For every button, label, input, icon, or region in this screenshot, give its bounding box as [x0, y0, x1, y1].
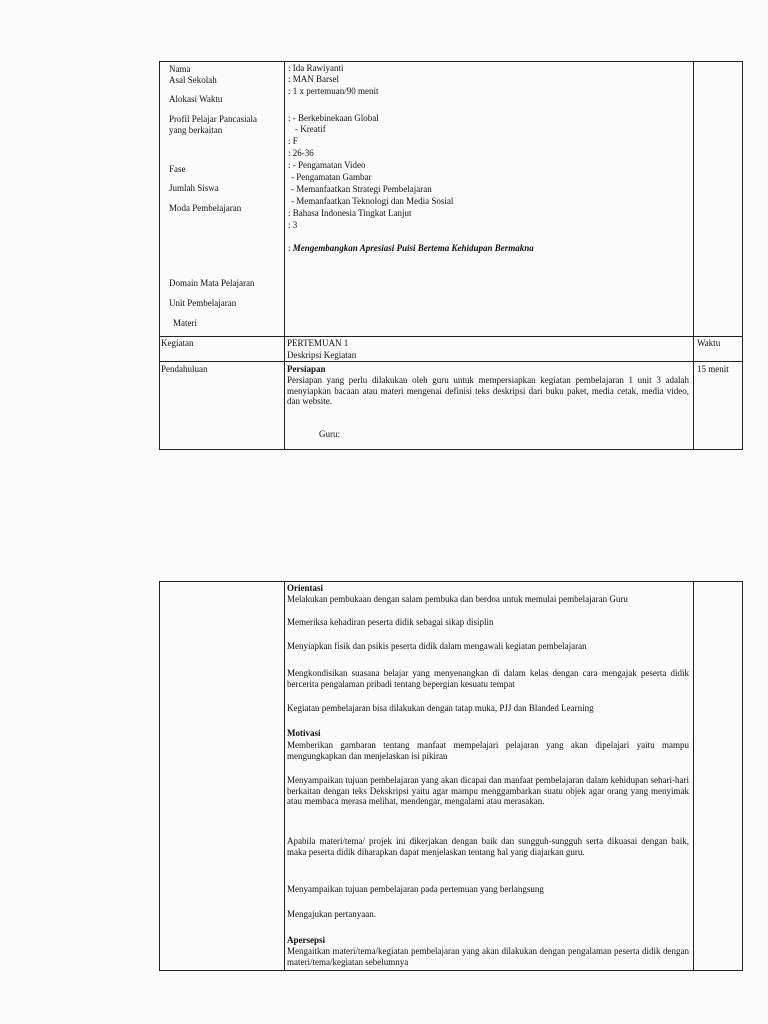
value-fase: : F — [288, 136, 298, 146]
row-kegiatan: Pendahuluan — [161, 364, 208, 374]
value-domain: : Bahasa Indonesia Tingkat Lanjut — [288, 208, 412, 218]
value-moda-2: - Pengamatan Gambar — [291, 172, 372, 182]
value-moda-4: - Memanfaatkan Teknologi dan Media Sosial — [291, 196, 454, 206]
label-asal-sekolah: Asal Sekolah — [169, 75, 217, 85]
value-moda-1: : - Pengamatan Video — [288, 160, 366, 170]
value-unit: : 3 — [288, 220, 298, 230]
header-kegiatan: Kegiatan — [161, 338, 194, 348]
row-waktu: 15 menit — [697, 364, 729, 374]
value-profil-2: - Kreatif — [295, 124, 326, 134]
label-unit: Unit Pembelajaran — [169, 298, 237, 308]
orientasi-p2: Memeriksa kehadiran peserta didik sebagai sikap disiplin — [287, 617, 494, 627]
row-divider-body — [160, 361, 742, 362]
row-guru: Guru: — [319, 429, 340, 439]
motivasi-p5: Mengajukan pertanyaan. — [287, 909, 376, 919]
apersepsi-p1: Mengaitkan materi/tema/kegiatan pembelajaran yang akan dilakukan dengan pengalaman peserta didik dengan materi/tema/kegiatan sebelumnya — [287, 946, 689, 967]
row-divider-header — [160, 336, 742, 337]
motivasi-p2: Menyampaikan tujuan pembelajaran yang akan dicapai dan manfaat pembelajaran dalam kehidupan sehari-hari berkaitan dengan teks Dekskripsi yaitu agar mampu menggambarkan suatu objek agar orang yang menyimak atau membaca merasa melihat, mendengar, mengalami atau merasakan. — [287, 775, 689, 806]
value-profil-1: : - Berkebinekaan Global — [288, 113, 379, 123]
label-jumlah-siswa: Jumlah Siswa — [169, 183, 219, 193]
value-jumlah-siswa: : 26-36 — [288, 148, 314, 158]
label-profil-1: Profil Pelajar Pancasiala — [169, 114, 257, 124]
heading-apersepsi: Apersepsi — [287, 935, 325, 945]
header-waktu: Waktu — [697, 338, 721, 348]
continuation-table — [159, 581, 743, 971]
col-divider-1 — [284, 62, 285, 449]
header-pertemuan: PERTEMUAN 1 — [287, 338, 349, 348]
value-nama: : Ida Rawiyanti — [288, 63, 344, 73]
header-deskripsi: Deskripsi Kegiatan — [287, 350, 357, 360]
row-persiapan-text: Persiapan yang perlu dilakukan oleh guru untuk mempersiapkan kegiatan pembelajaran 1 unit 3 adalah menyiapkan bacaan atau materi mengenai definisi teks deskripsi dari buku paket, media cetak, media video, dan website. — [287, 375, 689, 406]
col-divider-2 — [693, 62, 694, 449]
label-moda: Moda Pembelajaran — [169, 203, 242, 213]
motivasi-p4: Menyampaikan tujuan pembelajaran pada pertemuan yang berlangsung — [287, 884, 544, 894]
value-moda-3: - Memanfaatkan Strategi Pembelajaran — [291, 184, 432, 194]
label-profil-2: yang berkaitan — [169, 125, 223, 135]
value-asal-sekolah: : MAN Barsel — [288, 74, 339, 84]
label-fase: Fase — [169, 164, 186, 174]
value-materi — [288, 243, 534, 253]
orientasi-p4: Mengkondisikan suasana belajar yang menyenangkan di dalam kelas dengan cara mengajak peserta didik bercerita pengalaman pribadi tentang bepergian kesuatu tempat — [287, 668, 689, 689]
row-heading-persiapan: Persiapan — [287, 364, 326, 374]
orientasi-p5: Kegiatan pembelajaran bisa dilakukan dengan tatap muka, PJJ dan Blanded Learning — [287, 703, 594, 713]
label-domain: Domain Mata Pelajaran — [169, 278, 255, 288]
col-divider-1 — [284, 582, 285, 970]
label-alokasi-waktu: Alokasi Waktu — [169, 94, 223, 104]
orientasi-p1: Melakukan pembukaan dengan salam pembuka dan berdoa untuk memulai pembelajaran Guru — [287, 594, 628, 604]
motivasi-p1: Memberikan gambaran tentang manfaat mempelajari pelajaran yang akan dipelajari yaitu mampu mengungkapkan dan menjelaskan isi pikiran — [287, 740, 689, 761]
col-divider-2 — [693, 582, 694, 970]
heading-orientasi: Orientasi — [287, 583, 323, 593]
value-materi-prefix: : — [288, 243, 293, 253]
orientasi-p3: Menyiapkan fisik dan psikis peserta didik dalam mengawali kegiatan pembelajaran — [287, 641, 587, 651]
heading-motivasi: Motivasi — [287, 728, 321, 738]
value-alokasi-waktu: : 1 x pertemuan/90 menit — [288, 86, 379, 96]
value-materi-title: Mengembangkan Apresiasi Puisi Bertema Kehidupan Bermakna — [292, 243, 534, 253]
identity-table — [159, 61, 743, 450]
label-materi: Materi — [173, 318, 197, 328]
label-nama: Nama — [169, 64, 191, 74]
motivasi-p3: Apabila materi/tema/ projek ini dikerjakan dengan baik dan sungguh-sungguh serta dikuasai dengan baik, maka peserta didik diharapkan dapat menjelaskan tentang hal yang diajarkan guru. — [287, 836, 689, 857]
